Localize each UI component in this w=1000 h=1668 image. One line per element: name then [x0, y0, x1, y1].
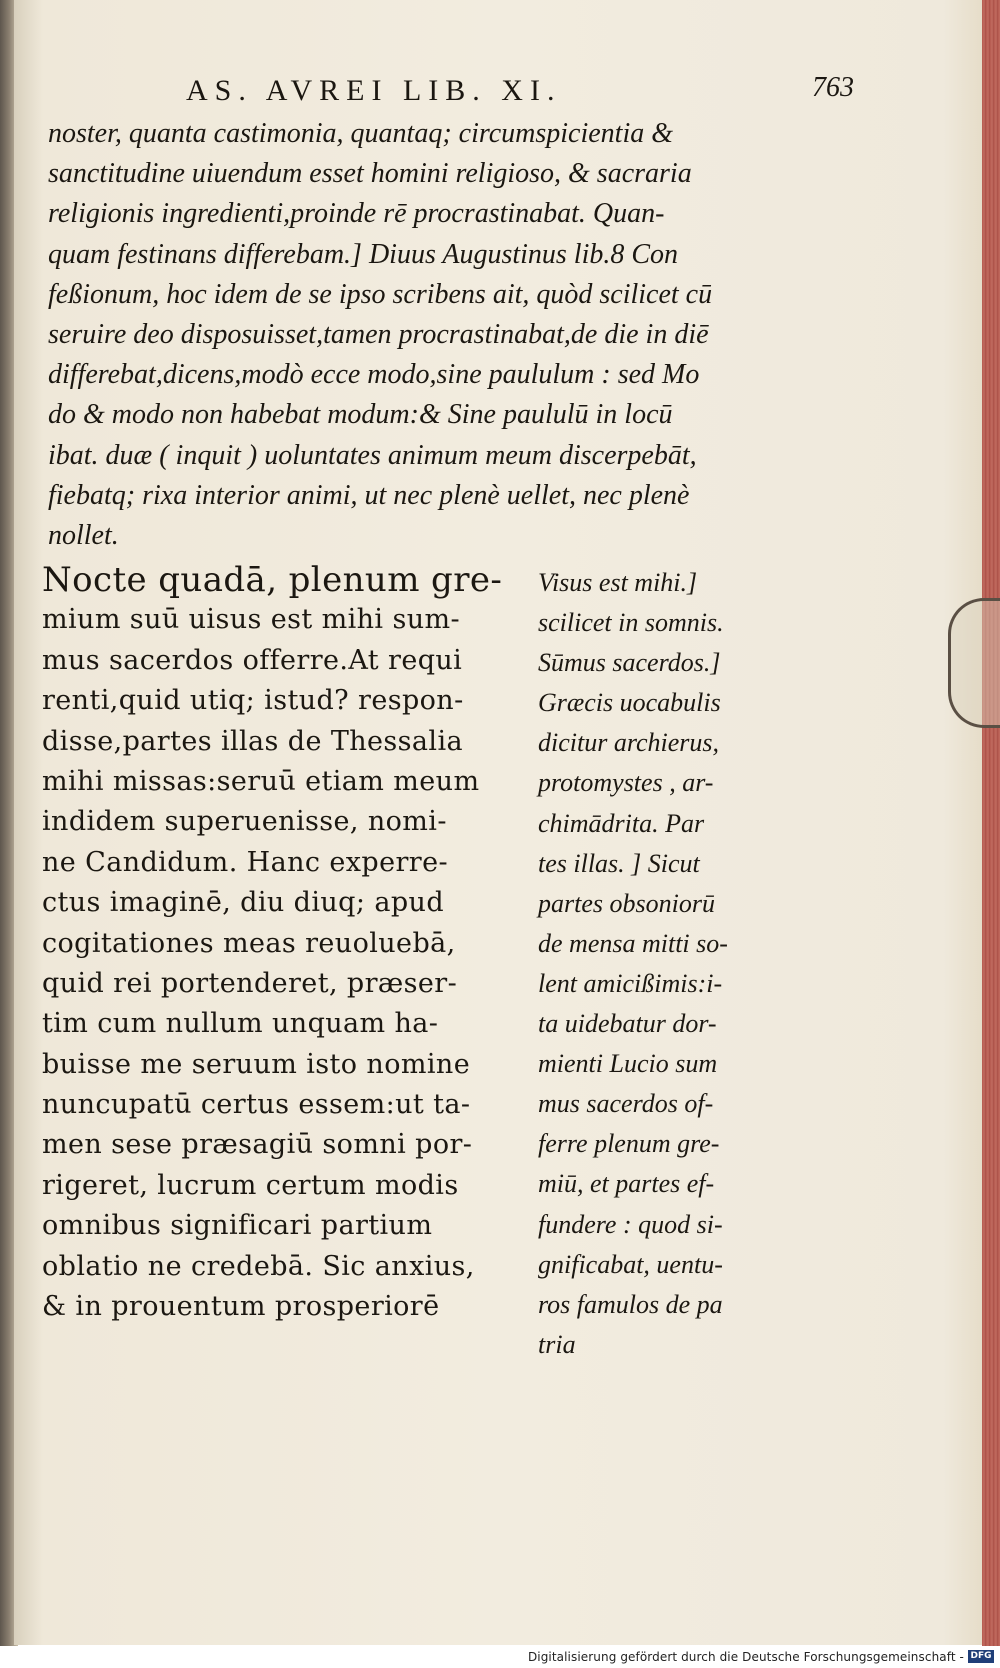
- margin-note-line: Visus est mihi.]: [538, 568, 698, 597]
- main-text-line: indidem superuenisse, nomi-: [42, 806, 447, 838]
- margin-note-line: miū, et partes ef-: [538, 1169, 715, 1199]
- commentary-line: nollet.: [48, 519, 119, 551]
- main-text-line: oblatio ne credebā. Sic anxius,: [42, 1250, 475, 1282]
- margin-note-line: Sūmus sacerdos.]: [538, 648, 721, 678]
- main-text-line: mium suū uisus est mihi sum-: [42, 604, 461, 636]
- commentary-line: quam festinans differebam.] Diuus Augustinus lib.8 Con: [48, 238, 679, 270]
- main-text-line: Nocte quadā, plenum gre-: [42, 560, 503, 600]
- running-head: AS. AVREI LIB. XI.: [186, 74, 562, 107]
- main-text-line: men sese præsagiū somni por-: [42, 1129, 473, 1161]
- margin-note-line: mus sacerdos of-: [538, 1089, 714, 1119]
- commentary-line: religionis ingredienti,proinde rē procrastinabat. Quan-: [48, 198, 665, 230]
- main-text-line: ne Candidum. Hanc experre-: [42, 846, 448, 878]
- margin-note-line: mienti Lucio sum: [538, 1049, 718, 1079]
- main-text-line: quid rei portenderet, præser-: [42, 967, 458, 999]
- main-text-line: tim cum nullum unquam ha-: [42, 1008, 439, 1040]
- commentary-line: ibat. duæ ( inquit ) uoluntates animum meum discerpebāt,: [48, 439, 697, 471]
- main-text-line: mus sacerdos offerre.At requi: [42, 644, 463, 676]
- margin-note-line: protomystes , ar-: [538, 768, 714, 798]
- margin-note-line: partes obsoniorū: [538, 888, 715, 918]
- margin-note-line: fundere : quod si-: [538, 1209, 723, 1239]
- commentary-line: do & modo non habebat modum:& Sine paululū in locū: [48, 399, 673, 431]
- digitization-footer: [0, 1646, 1000, 1668]
- commentary-line: noster, quanta castimonia, quantaq; circumspicientia &: [48, 118, 674, 149]
- footer-credit-text: Digitalisierung gefördert durch die Deutsche Forschungsgemeinschaft -: [527, 1650, 964, 1664]
- margin-note-line: ferre plenum gre-: [538, 1129, 720, 1159]
- commentary-block: [48, 114, 788, 556]
- main-text-column: [42, 560, 502, 1327]
- main-text-line: rigeret, lucrum certum modis: [42, 1169, 459, 1201]
- margin-note-line: gnificabat, uentu-: [538, 1249, 723, 1279]
- page-block-edge: [982, 0, 1000, 1648]
- main-text-line: ctus imaginē, diu diuq; apud: [42, 887, 445, 919]
- margin-note-line: ta uidebatur dor-: [538, 1009, 717, 1039]
- commentary-line: feßionum, hoc idem de se ipso scribens ait, quòd scilicet cū: [48, 278, 713, 310]
- dfg-logo: DFG: [968, 1650, 994, 1663]
- main-text-line: & in prouentum prosperiorē: [42, 1291, 440, 1323]
- main-text-line: mihi missas:seruū etiam meum: [42, 765, 480, 797]
- commentary-line: sanctitudine uiuendum esset homini religioso, & sacraria: [48, 158, 692, 190]
- margin-note-line: tria: [538, 1329, 576, 1359]
- commentary-line: fiebatq; rixa interior animi, ut nec plenè uellet, nec plenè: [48, 479, 690, 511]
- main-text-line: renti,quid utiq; istud? respon-: [42, 685, 464, 717]
- margin-note-line: scilicet in somnis.: [538, 608, 724, 638]
- margin-note-line: de mensa mitti so-: [538, 928, 728, 958]
- bookmark-clip: [948, 598, 1000, 728]
- main-text-line: nuncupatū certus essem:ut ta-: [42, 1089, 471, 1121]
- main-text-line: cogitationes meas reuoluebā,: [42, 927, 456, 959]
- main-text-line: disse,partes illas de Thessalia: [42, 725, 463, 757]
- main-text-line: buisse me seruum isto nomine: [42, 1048, 471, 1080]
- commentary-line: seruire deo disposuisset,tamen procrastinabat,de die in diē: [48, 318, 709, 350]
- margin-note-line: ros famulos de pa: [538, 1289, 723, 1319]
- margin-note-line: dicitur archierus,: [538, 728, 720, 758]
- margin-notes-column: [538, 563, 788, 1365]
- page-number: 763: [812, 72, 854, 103]
- margin-note-line: tes illas. ] Sicut: [538, 848, 700, 878]
- margin-note-line: chimādrita. Par: [538, 808, 705, 838]
- margin-note-line: Græcis uocabulis: [538, 688, 721, 718]
- margin-note-line: lent amicißimis:i-: [538, 968, 723, 998]
- commentary-line: differebat,dicens,modò ecce modo,sine paululum : sed Mo: [48, 359, 700, 391]
- main-text-line: omnibus significari partium: [42, 1210, 433, 1242]
